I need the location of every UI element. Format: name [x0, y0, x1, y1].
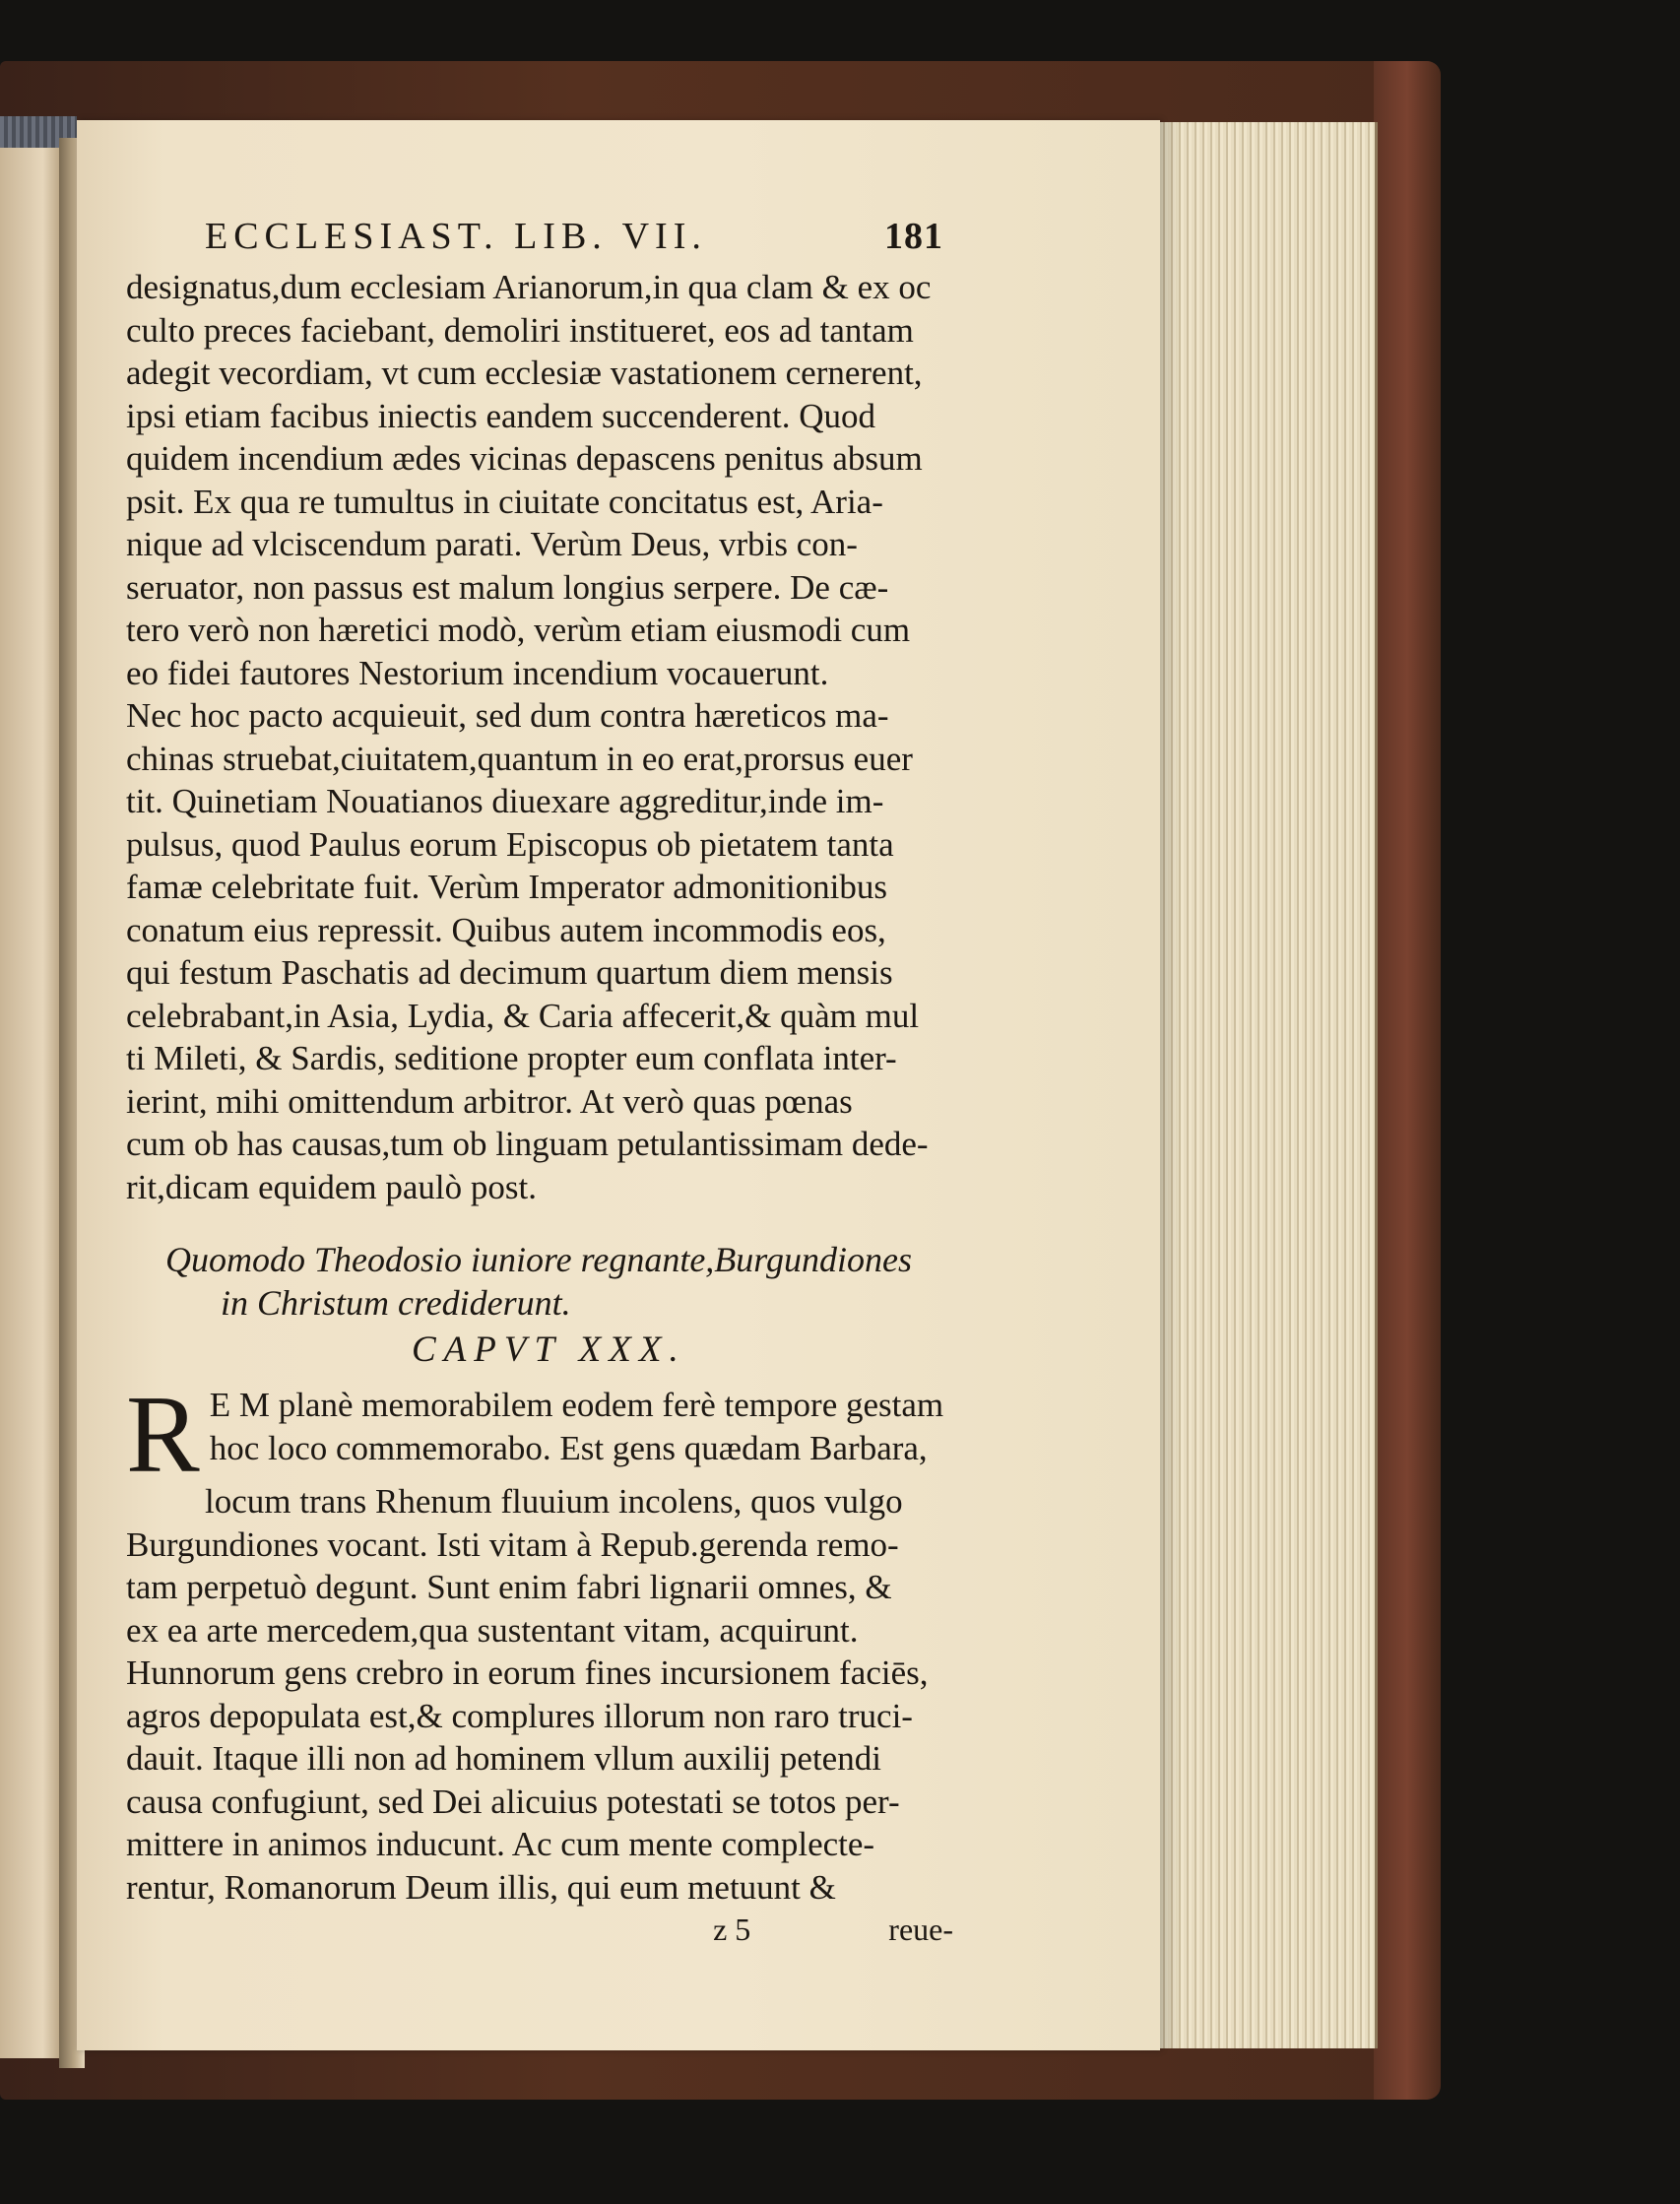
text-line: seruator, non passus est malum longius serpere. De cæ-	[126, 567, 889, 607]
text-line: ierint, mihi omittendum arbitror. At verò quas pœnas	[126, 1081, 853, 1121]
text-line: adegit vecordiam, vt cum ecclesiæ vastationem cernerent,	[126, 354, 923, 392]
text-line: tam perpetuò degunt. Sunt enim fabri lignarii omnes, &	[126, 1568, 892, 1606]
text-line: tit. Quinetiam Nouatianos diuexare aggreditur,inde im-	[126, 782, 884, 820]
text-line: cum ob has causas,tum ob linguam petulantissimam dede-	[126, 1125, 929, 1163]
text-line: locum trans Rhenum fluuium incolens, quos vulgo	[205, 1482, 903, 1521]
text-line: celebrabant,in Asia, Lydia, & Caria affecerit,& quàm mul	[126, 996, 920, 1035]
signature-mark: z 5	[713, 1912, 751, 1947]
text-line: rentur, Romanorum Deum illis, qui eum metuunt &	[126, 1867, 836, 1907]
text-line: Burgundiones vocant. Isti vitam à Repub.gerenda remo-	[126, 1524, 899, 1564]
fore-edge-shadow	[1160, 122, 1180, 2048]
page-block-fore-edge	[1160, 122, 1378, 2048]
text-line: ti Mileti, & Sardis, seditione propter eum conflata inter-	[126, 1039, 897, 1077]
chapter-second-line: hoc loco commemorabo. Est gens quædam Barbara,	[209, 1428, 928, 1467]
body-text	[126, 266, 953, 1208]
page-footer	[126, 1909, 953, 1952]
text-line: psit. Ex qua re tumultus in ciuitate concitatus est, Aria-	[126, 482, 883, 521]
chapter-heading-line-1: Quomodo Theodosio iuniore regnante,Burgundiones	[165, 1240, 912, 1279]
text-line: eo fidei fautores Nestorium incendium vocauerunt.	[126, 653, 829, 692]
binding-edge	[1374, 61, 1441, 2100]
page-number: 181	[884, 216, 943, 257]
text-line: ipsi etiam facibus iniectis eandem succenderent. Quod	[126, 396, 875, 435]
text-line: Hunnorum gens crebro in eorum fines incursionem faciēs,	[126, 1653, 929, 1692]
text-line: mittere in animos inducunt. Ac cum mente complecte-	[126, 1825, 875, 1863]
text-line: qui festum Paschatis ad decimum quartum diem mensis	[126, 953, 893, 992]
running-head	[205, 215, 943, 258]
text-line: nique ad vlciscendum parati. Verùm Deus, vrbis con-	[126, 525, 858, 563]
text-line: pulsus, quod Paulus eorum Episcopus ob pietatem tanta	[126, 824, 894, 864]
text-line: agros depopulata est,& complures illorum non raro truci-	[126, 1696, 913, 1735]
text-line: famæ celebritate fuit. Verùm Imperator admonitionibus	[126, 868, 888, 906]
text-line: dauit. Itaque illi non ad hominem vllum auxilij petendi	[126, 1739, 881, 1778]
text-line: causa confugiunt, sed Dei alicuius potestati se totos per-	[126, 1782, 900, 1821]
text-line: ex ea arte mercedem,qua sustentant vitam, acquirunt.	[126, 1610, 859, 1650]
catchword: reue-	[888, 1912, 953, 1947]
text-line: chinas struebat,ciuitatem,quantum in eo erat,prorsus euer	[126, 739, 913, 778]
chapter-opening	[126, 1374, 953, 1496]
left-page-edge	[0, 148, 61, 2058]
text-line: rit,dicam equidem paulò post.	[126, 1167, 537, 1206]
running-head-title: ECCLESIAST. LIB. VII.	[205, 216, 707, 257]
chapter-text	[126, 1480, 953, 1909]
chapter-number: CAPVT XXX.	[412, 1329, 686, 1370]
text-line: quidem incendium ædes vicinas depascens penitus absum	[126, 439, 923, 478]
text-line: Nec hoc pacto acquieuit, sed dum contra hæreticos ma-	[126, 696, 889, 735]
text-line: culto preces faciebant, demoliri institueret, eos ad tantam	[126, 310, 914, 350]
text-line: designatus,dum ecclesiam Arianorum,in qua clam & ex oc	[126, 268, 932, 306]
page-text	[126, 197, 953, 1952]
text-line: conatum eius repressit. Quibus autem incommodis eos,	[126, 910, 886, 949]
initial-capital: R	[126, 1374, 200, 1496]
chapter-heading-line-2: in Christum crediderunt.	[221, 1283, 571, 1323]
chapter-first-line: E M planè memorabilem eodem ferè tempore gestam	[209, 1386, 944, 1424]
text-line: tero verò non hæretici modò, verùm etiam eiusmodi cum	[126, 611, 911, 649]
